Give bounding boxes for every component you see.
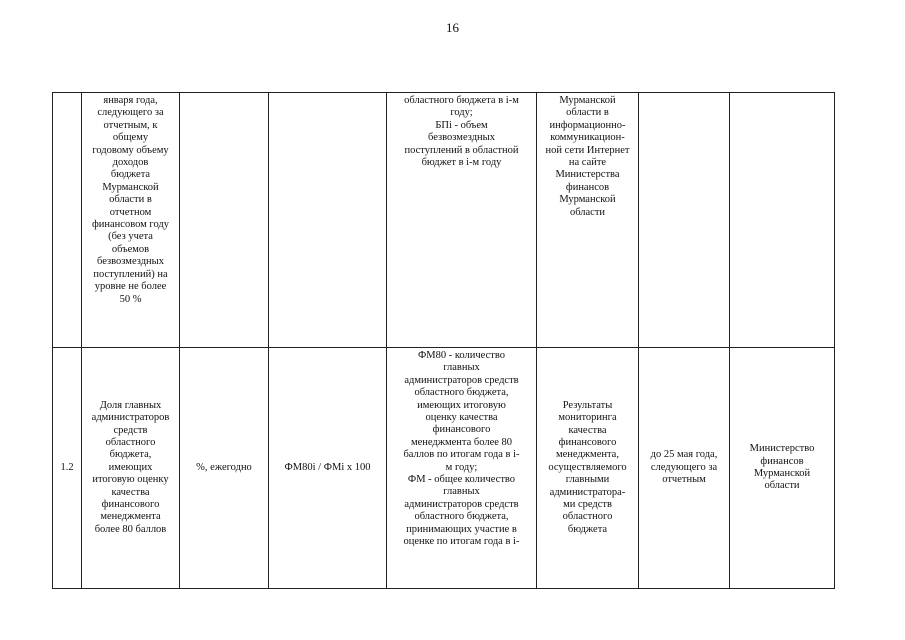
- cell-number: [53, 93, 82, 348]
- cell-indicator: Доля главных администраторов средств областного бюджета, имеющих итоговую оценку качества финансового менеджмента более 80 баллов: [82, 348, 180, 589]
- cell-source: Мурманской области в информационно- коммуникацион- ной сети Интернет на сайте Министерства финансов Мурманской области: [537, 93, 639, 348]
- cell-source: Результаты мониторинга качества финансового менеджмента, осуществляемого главными администратора- ми средств областного бюджета: [537, 348, 639, 589]
- cell-unit: %, ежегодно: [180, 348, 269, 589]
- cell-formula: [269, 93, 387, 348]
- cell-responsible: [730, 93, 835, 348]
- table-row-1-2: [53, 348, 835, 589]
- table-row-continued: [53, 93, 835, 348]
- cell-indicator: января года, следующего за отчетным, к общему годовому объему доходов бюджета Мурманской области в отчетном финансовом году (без учета объемов безвозмездных поступлений) на уровне не более 50 %: [82, 93, 180, 348]
- indicators-table: [52, 92, 835, 589]
- cell-deadline: [639, 93, 730, 348]
- cell-method: ФМ80 - количество главных администраторов средств областного бюджета, имеющих итоговую оценку качества финансового менеджмента более 80 баллов по итогам года в i- м году; ФМ - общее количество главных администраторов средств областного бюджета, принимающих участие в оценке по итогам года в i-: [387, 348, 537, 589]
- cell-formula: [269, 348, 387, 589]
- cell-responsible: Министерство финансов Мурманской области: [730, 348, 835, 589]
- cell-deadline: до 25 мая года, следующего за отчетным: [639, 348, 730, 589]
- page-number: 16: [446, 20, 459, 35]
- cell-number: 1.2: [53, 348, 82, 589]
- formula-text: ФМ80i / ФМi x 100: [284, 461, 371, 473]
- cell-unit: [180, 93, 269, 348]
- cell-method: областного бюджета в i-м году; БПi - объем безвозмездных поступлений в областной бюджет в i-м году: [387, 93, 537, 348]
